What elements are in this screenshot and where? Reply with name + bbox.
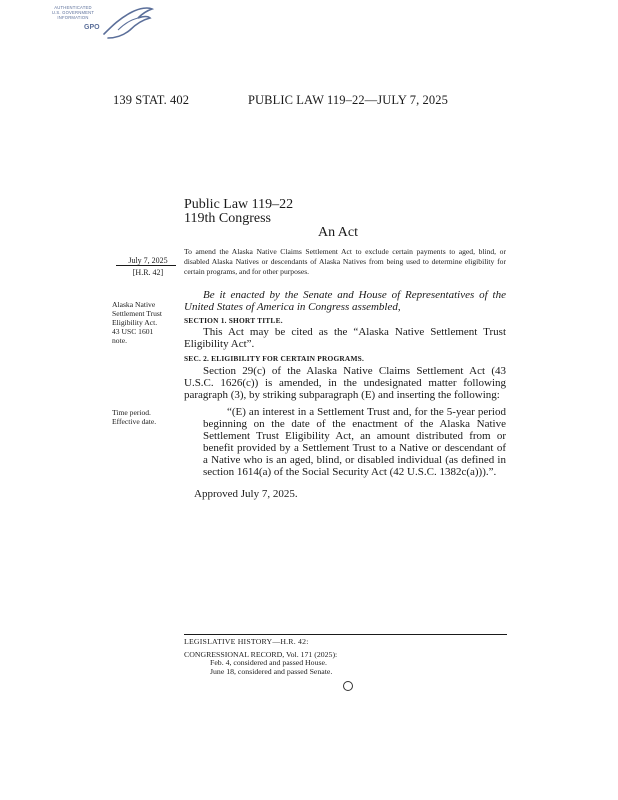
eagle-icon <box>98 4 156 40</box>
section-2-text: Section 29(c) of the Alaska Native Claims Settlement Act (43 U.S.C. 1626(c)) is amended, in the undesignated matter following paragraph (3), by striking subparagraph (E) and inserting the following: <box>184 365 506 401</box>
margin-note-time-period <box>112 408 180 426</box>
page-stat-citation: 139 STAT. 402 <box>113 93 190 107</box>
act-purpose: To amend the Alaska Native Claims Settlement Act to exclude certain payments to aged, blind, or disabled Alaska Natives or descendants of Alaska Natives from being used to determine eligibility for certain programs, and for other purposes. <box>184 247 506 276</box>
section-1-text: This Act may be cited as the “Alaska Native Settlement Trust Eligibility Act”. <box>184 326 506 350</box>
margin-note-line: Effective date. <box>112 417 157 426</box>
an-act-heading: An Act <box>317 225 359 240</box>
seal-line-government: U.S. GOVERNMENT <box>51 10 95 15</box>
section-2-heading: SEC. 2. ELIGIBILITY FOR CERTAIN PROGRAMS. <box>184 354 365 363</box>
congressional-record-citation: CONGRESSIONAL RECORD, Vol. 171 (2025): <box>184 650 338 659</box>
seal-line-information: INFORMATION <box>57 15 89 20</box>
running-head-title: PUBLIC LAW 119–22—JULY 7, 2025 <box>248 93 448 107</box>
section-1-heading: SECTION 1. SHORT TITLE. <box>184 316 283 325</box>
margin-bill-number: [H.R. 42] <box>132 268 164 277</box>
approval-date: Approved July 7, 2025. <box>194 488 298 500</box>
inserted-subparagraph-e: “(E) an interest in a Settlement Trust and, for the 5-year period beginning on the date of the enactment of the Alaska Native Settlement Trust Eligibility Act, an amount distributed from or benefit provided by a Settlement Trust to a Native or descendant of a Native who is an aged, blind, or disabled individual (as defined in section 1614(a) of the Social Security Act (42 U.S.C. 1382c(a))).”. <box>203 406 506 478</box>
margin-note-line: 43 USC 1601 <box>112 327 154 336</box>
enacting-clause: Be it enacted by the Senate and House of Representatives of the United States of America in Congress assembled, <box>184 289 506 313</box>
senate-action: June 18, considered and passed Senate. <box>210 667 333 676</box>
legislative-history-heading: LEGISLATIVE HISTORY—H.R. 42: <box>184 637 309 646</box>
margin-note-short-title <box>112 300 180 345</box>
margin-divider <box>116 265 176 266</box>
seal-caption <box>44 5 102 20</box>
public-law-number: Public Law 119–22 <box>184 197 294 212</box>
legislative-history-divider <box>184 634 507 635</box>
margin-note-line: Alaska Native <box>112 300 156 309</box>
gpo-authentication-seal <box>44 4 114 40</box>
congress-number: 119th Congress <box>184 211 271 226</box>
end-of-document-circle-icon <box>343 681 353 691</box>
house-action: Feb. 4, considered and passed House. <box>210 658 327 667</box>
seal-gpo-mark: GPO <box>84 24 100 31</box>
margin-note-line: note. <box>112 336 127 345</box>
margin-note-line: Time period. <box>112 408 151 417</box>
seal-line-authenticated: AUTHENTICATED <box>54 5 92 10</box>
margin-enactment-date: July 7, 2025 <box>128 256 168 265</box>
margin-note-line: Eligibility Act. <box>112 318 158 327</box>
margin-note-line: Settlement Trust <box>112 309 163 318</box>
